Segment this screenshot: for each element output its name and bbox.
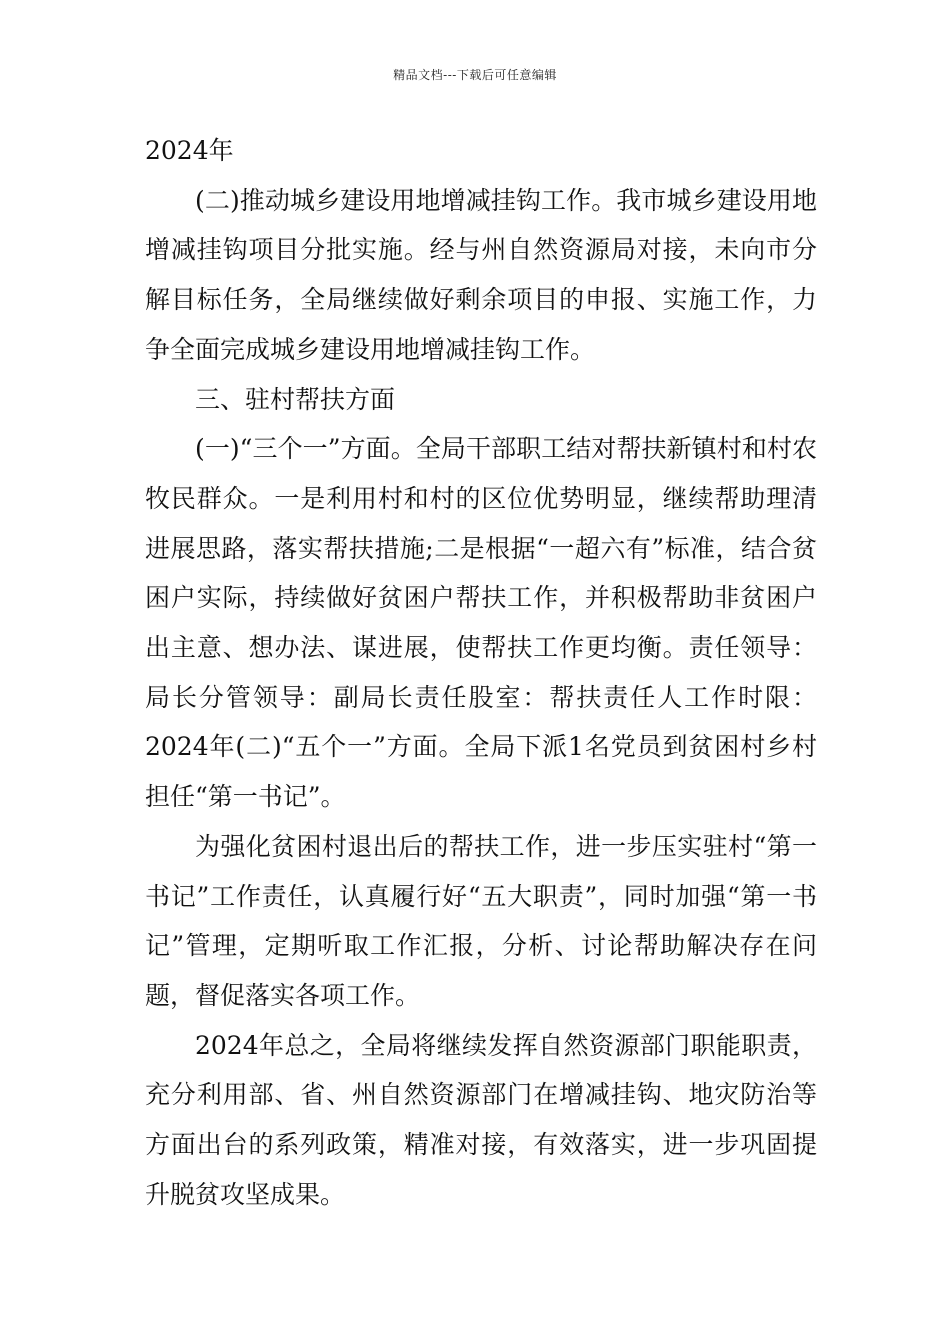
paragraph-first-secretary: 为强化贫困村退出后的帮扶工作，进一步压实驻村“第一书记”工作责任，认真履行好“五大职责”，同时加强“第一书记”管理，定期听取工作汇报，分析、讨论帮助解决存在问题，督促落实各项工作。 [145, 831, 817, 1010]
paragraph-three-ones: (一)“三个一”方面。全局干部职工结对帮扶新镇村和村农牧民群众。一是利用村和村的区位优势明显，继续帮助理清进展思路，落实帮扶措施;二是根据“一超六有”标准，结合贫困户实际，持续做好贫困户帮扶工作，并积极帮助非贫困户出主意、想办法、谋进展，使帮扶工作更均衡。责任领导：局长分管领导：副局长责任股室：帮扶责任人工作时限：2024年(二)“五个一”方面。全局下派1名党员到贫困村乡村担任“第一书记”。 [145, 434, 817, 812]
page-header: 精品文档---下载后可任意编辑 [393, 68, 557, 82]
section-heading-village-assistance: 三、驻村帮扶方面 [195, 384, 396, 414]
paragraph-conclusion: 2024年总之，全局将继续发挥自然资源部门职能职责，充分利用部、省、州自然资源部门在增减挂钩、地灾防治等方面出台的系列政策，精准对接，有效落实，进一步巩固提升脱贫攻坚成果。 [145, 1030, 817, 1209]
document-body [145, 126, 817, 1219]
paragraph-year: 2024年 [145, 136, 234, 165]
paragraph-land-linkage: (二)推动城乡建设用地增减挂钩工作。我市城乡建设用地增减挂钩项目分批实施。经与州自然资源局对接，未向市分解目标任务，全局继续做好剩余项目的申报、实施工作，力争全面完成城乡建设用地增减挂钩工作。 [145, 185, 817, 364]
